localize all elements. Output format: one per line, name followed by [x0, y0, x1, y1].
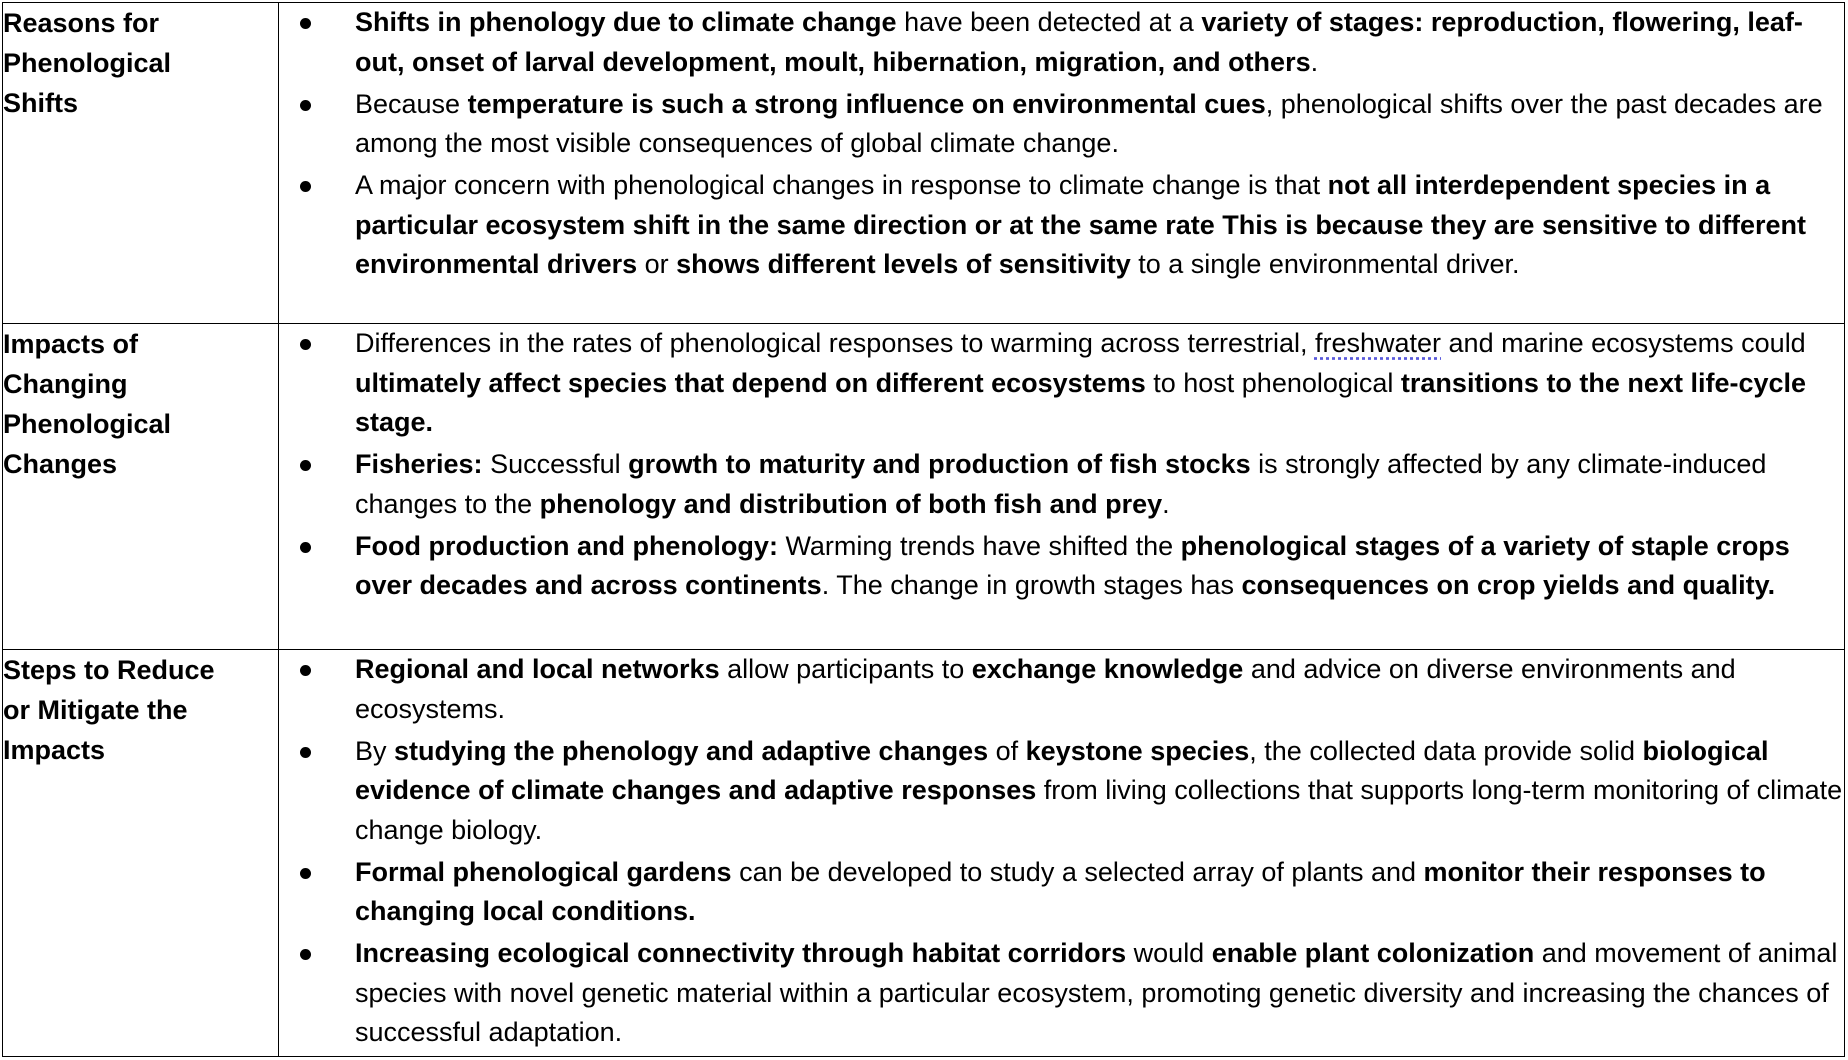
- bold-run: Regional and local networks: [355, 654, 720, 684]
- spellcheck-word: freshwater: [1314, 328, 1442, 358]
- bullet-dot-icon: [300, 100, 311, 111]
- bullet-text: [355, 654, 1736, 724]
- bullet-dot-icon: [300, 665, 311, 676]
- text-run: would: [1126, 938, 1212, 968]
- bullet-item: [279, 732, 1844, 851]
- bullet-text: [355, 531, 1790, 601]
- bold-run: biological evidence of climate changes and adaptive responses: [355, 735, 1769, 805]
- text-run: and advice on diverse environments and ecosystems.: [355, 654, 1736, 724]
- bullet-dot-icon: [300, 542, 311, 553]
- bullet-dot-icon: [300, 18, 311, 29]
- bold-run: phenological stages of a variety of staple crops over decades and across continents: [355, 530, 1790, 600]
- bold-run: keystone species: [1025, 735, 1250, 766]
- row-heading-reasons: Reasons for Phenological Shifts: [3, 3, 279, 324]
- text-run: to host phenological: [1145, 367, 1401, 398]
- bullet-item: [279, 853, 1844, 932]
- phenology-table: [2, 2, 1845, 1057]
- bullet-dot-icon: [300, 747, 311, 758]
- text-run: , phenological shifts over the past decades are among the most visible consequences of global climate change.: [355, 88, 1823, 158]
- text-run: from living collections that supports long-term monitoring of climate change biology.: [355, 775, 1843, 845]
- bold-run: shows different levels of sensitivity: [676, 249, 1131, 279]
- bold-run: studying the phenology and adaptive changes: [394, 735, 989, 766]
- bullet-text: [355, 7, 1803, 77]
- text-run: , the collected data provide solid: [1249, 735, 1643, 766]
- text-run: and marine ecosystems could: [1441, 328, 1806, 358]
- bold-run: growth to maturity and production of fish stocks: [628, 449, 1251, 479]
- text-run: By: [355, 735, 395, 766]
- row-content-impacts: [279, 324, 1845, 650]
- bullet-list: [279, 650, 1844, 1053]
- text-run: . The change in growth stages has: [821, 570, 1242, 600]
- bullet-list: [279, 324, 1844, 606]
- bullet-text: [355, 449, 1766, 519]
- bullet-item: [279, 324, 1844, 443]
- bullet-text: [355, 89, 1823, 159]
- row-heading-impacts: Impacts of Changing Phenological Changes: [3, 324, 279, 650]
- row-heading-steps: Steps to Reduce or Mitigate the Impacts: [3, 650, 279, 1057]
- text-run: Warming trends have shifted the: [777, 530, 1181, 561]
- table-row-impacts: [3, 324, 1845, 650]
- bold-run: Fisheries:: [355, 449, 483, 479]
- text-run: and movement of animal species with novel genetic material within a particular ecosystem, promoting genetic diversity and increasing the chances of successful adaptation.: [355, 938, 1838, 1047]
- text-run: Successful: [482, 449, 629, 479]
- text-run: Differences in the rates of phenological responses to warming across terrestrial,: [355, 328, 1315, 358]
- table-row-reasons: [3, 3, 1845, 324]
- bold-run: temperature is such a strong influence on environmental cues: [467, 88, 1266, 119]
- bullet-dot-icon: [300, 339, 311, 350]
- bold-run: Formal phenological gardens: [355, 856, 732, 887]
- bullet-list: [279, 3, 1844, 285]
- text-run: allow participants to: [719, 654, 972, 684]
- text-run: is strongly affected by any climate-induced changes to the: [355, 449, 1767, 519]
- bullet-item: [279, 527, 1844, 606]
- bold-run: exchange knowledge: [971, 654, 1244, 684]
- bullet-item: [279, 85, 1844, 164]
- bullet-text: [355, 938, 1837, 1047]
- text-run: or: [637, 249, 677, 279]
- bold-run: Food production and phenology:: [355, 530, 778, 561]
- text-run: .: [1310, 46, 1319, 77]
- bold-run: Shifts in phenology due to climate change: [355, 7, 897, 37]
- text-run: to a single environmental driver.: [1130, 249, 1520, 279]
- text-run: of: [988, 735, 1026, 766]
- bullet-item: [279, 166, 1844, 285]
- bullet-dot-icon: [300, 460, 311, 471]
- bullet-dot-icon: [300, 868, 311, 879]
- bold-run: not all interdependent species in a particular ecosystem shift in the same direction or at the same rate This is because they are sensitive to different environmental drivers: [355, 170, 1806, 279]
- bullet-item: [279, 3, 1844, 82]
- text-run: Because: [355, 88, 468, 119]
- row-content-reasons: [279, 3, 1845, 324]
- bold-run: monitor their responses to changing local conditions.: [355, 856, 1766, 926]
- bullet-item: [279, 445, 1844, 524]
- text-run: .: [1162, 488, 1170, 519]
- text-run: have been detected at a: [896, 7, 1202, 37]
- bullet-text: [355, 170, 1806, 279]
- bullet-dot-icon: [300, 949, 311, 960]
- bold-run: ultimately affect species that depend on different ecosystems: [355, 367, 1146, 398]
- bold-run: phenology and distribution of both fish and prey: [539, 488, 1163, 519]
- row-content-steps: [279, 650, 1845, 1057]
- bullet-item: [279, 934, 1844, 1053]
- bullet-dot-icon: [300, 181, 311, 192]
- bullet-text: [355, 857, 1766, 927]
- bullet-text: [355, 328, 1806, 437]
- table-row-steps: [3, 650, 1845, 1057]
- bold-run: enable plant colonization: [1211, 938, 1535, 968]
- bold-run: transitions to the next life-cycle stage.: [355, 367, 1807, 437]
- bold-run: consequences on crop yields and quality.: [1241, 570, 1776, 600]
- text-run: can be developed to study a selected array of plants and: [731, 856, 1424, 887]
- bold-run: variety of stages: reproduction, flowering, leaf-out, onset of larval development, moult, hibernation, migration, and others: [355, 7, 1803, 77]
- bullet-text: [355, 736, 1842, 845]
- bold-run: Increasing ecological connectivity through habitat corridors: [355, 938, 1127, 968]
- text-run: A major concern with phenological changes in response to climate change is that: [355, 170, 1328, 200]
- bullet-item: [279, 650, 1844, 729]
